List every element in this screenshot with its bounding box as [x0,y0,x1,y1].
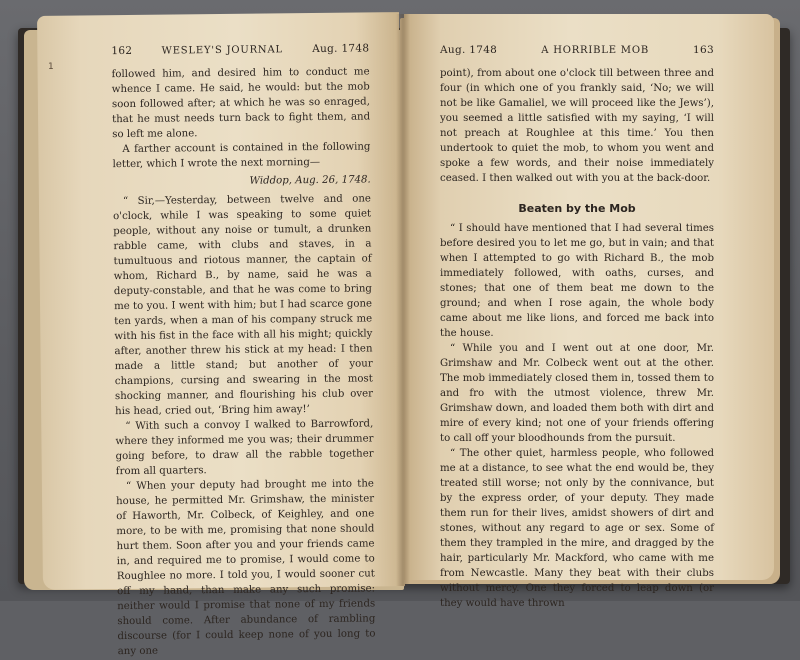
left-page-number: 162 [111,44,133,58]
paragraph: “ While you and I went out at one door, Mr. Grimshaw and Mr. Colbeck went out at the other. The mob immediately closed them in, tossed them to and fro with the utmost violence, threw Mr. Grimshaw down, and loaded them both with dirt and mire of every kind; not one of your friends offering to call off your bloodhounds from the pursuit. [440,343,714,444]
letter-paragraph: “ When your deputy had brought me into the house, he permitted Mr. Grimshaw, the minister of Haworth, Mr. Colbeck, of Keighley, and one more, to be with me, promising that none should hurt them. Soon after you and your friends came in, and required me to promise, I would come to Roughlee no more. I told you, I would sooner cut off my hand, than make any such promise: neither would I promise that none of my friends should come. After abundance of rambling discourse (for I could keep none of you long to any one [116,478,376,658]
right-header-date: Aug. 1748 [440,44,498,56]
margin-mark: 1 [48,62,54,72]
right-running-title: A HORRIBLE MOB [541,45,649,56]
left-running-title: WESLEY'S JOURNAL [161,44,283,57]
paragraph: followed him, and desired him to conduct me whence I came. He said, he would: but the mob soon followed after; at which he was so enraged, that he must needs turn back to fight them, and so left me alone. [111,66,371,141]
paragraph: “ I should have mentioned that I had several times before desired you to let me go, but in vain; and that when I attempted to go with Richard B., the mob immediately followed, with oaths, curses, and stones; that one of them beat me down to the ground; and when I rose again, the whole body came about me like lions, and forced me back into the house. [440,223,714,339]
right-running-head [440,44,714,56]
left-body-text [112,64,376,659]
right-page [404,14,774,609]
paragraph: A farther account is contained in the following letter, which I wrote the next morning— [112,141,371,171]
paragraph: “ The other quiet, harmless people, who followed me at a distance, to see what the end would be, they treated still worse; not only by the connivance, but by the express order, of your deputy. They made them run for their lives, amidst showers of dirt and stones, without any regard to age or sex. Some of them they trampled in the mire, and dragged by the hair, particularly Mr. Mackford, who came with me from Newcastle. Many they beat with their clubs without mercy. One they forced to leap down (or they would have thrown [440,448,714,609]
paragraph: point), from about one o'clock till between three and four (in which one of you frankly said, ‘No; we will not be like Gamaliel, we will proceed like the Jews’), you seemed a little satisfied with my saying, ‘I will not preach at Roughlee at this time.’ You then undertook to quiet the mob, to whom you went and spoke a few words, and their noise immediately ceased. I then walked out with you at the back-door. [440,68,714,184]
right-body-text [440,66,714,611]
letter-paragraph: “ Sir,—Yesterday, between twelve and one o'clock, while I was speaking to some quiet people, without any noise or tumult, a drunken rabble came, with clubs and staves, in a tumultuous and riotous manner, the captain of whom, Richard B., by name, said he was a deputy-constable, and that he was come to bring me to you. I went with him; but I had scarce gone ten yards, when a man of his company struck me with his fist in the face with all his might; quickly after, another threw his stick at my head: I then made a little stand; but another of your champions, cursing and swearing in the most shocking manner, and flourishing his club over his head, cried out, ‘Bring him away!’ [113,193,374,418]
left-running-head [111,42,369,57]
left-page [37,12,405,658]
book-gutter [396,14,410,586]
letter-paragraph: “ With such a convoy I walked to Barrowford, where they informed me you was; their drummer going before, to draw all the rabble together from all quarters. [115,418,374,478]
left-header-date: Aug. 1748 [312,42,370,56]
right-page-number: 163 [693,44,714,56]
letter-dateline: Widdop, Aug. 26, 1748. [249,174,371,187]
section-heading: Beaten by the Mob [518,202,636,215]
